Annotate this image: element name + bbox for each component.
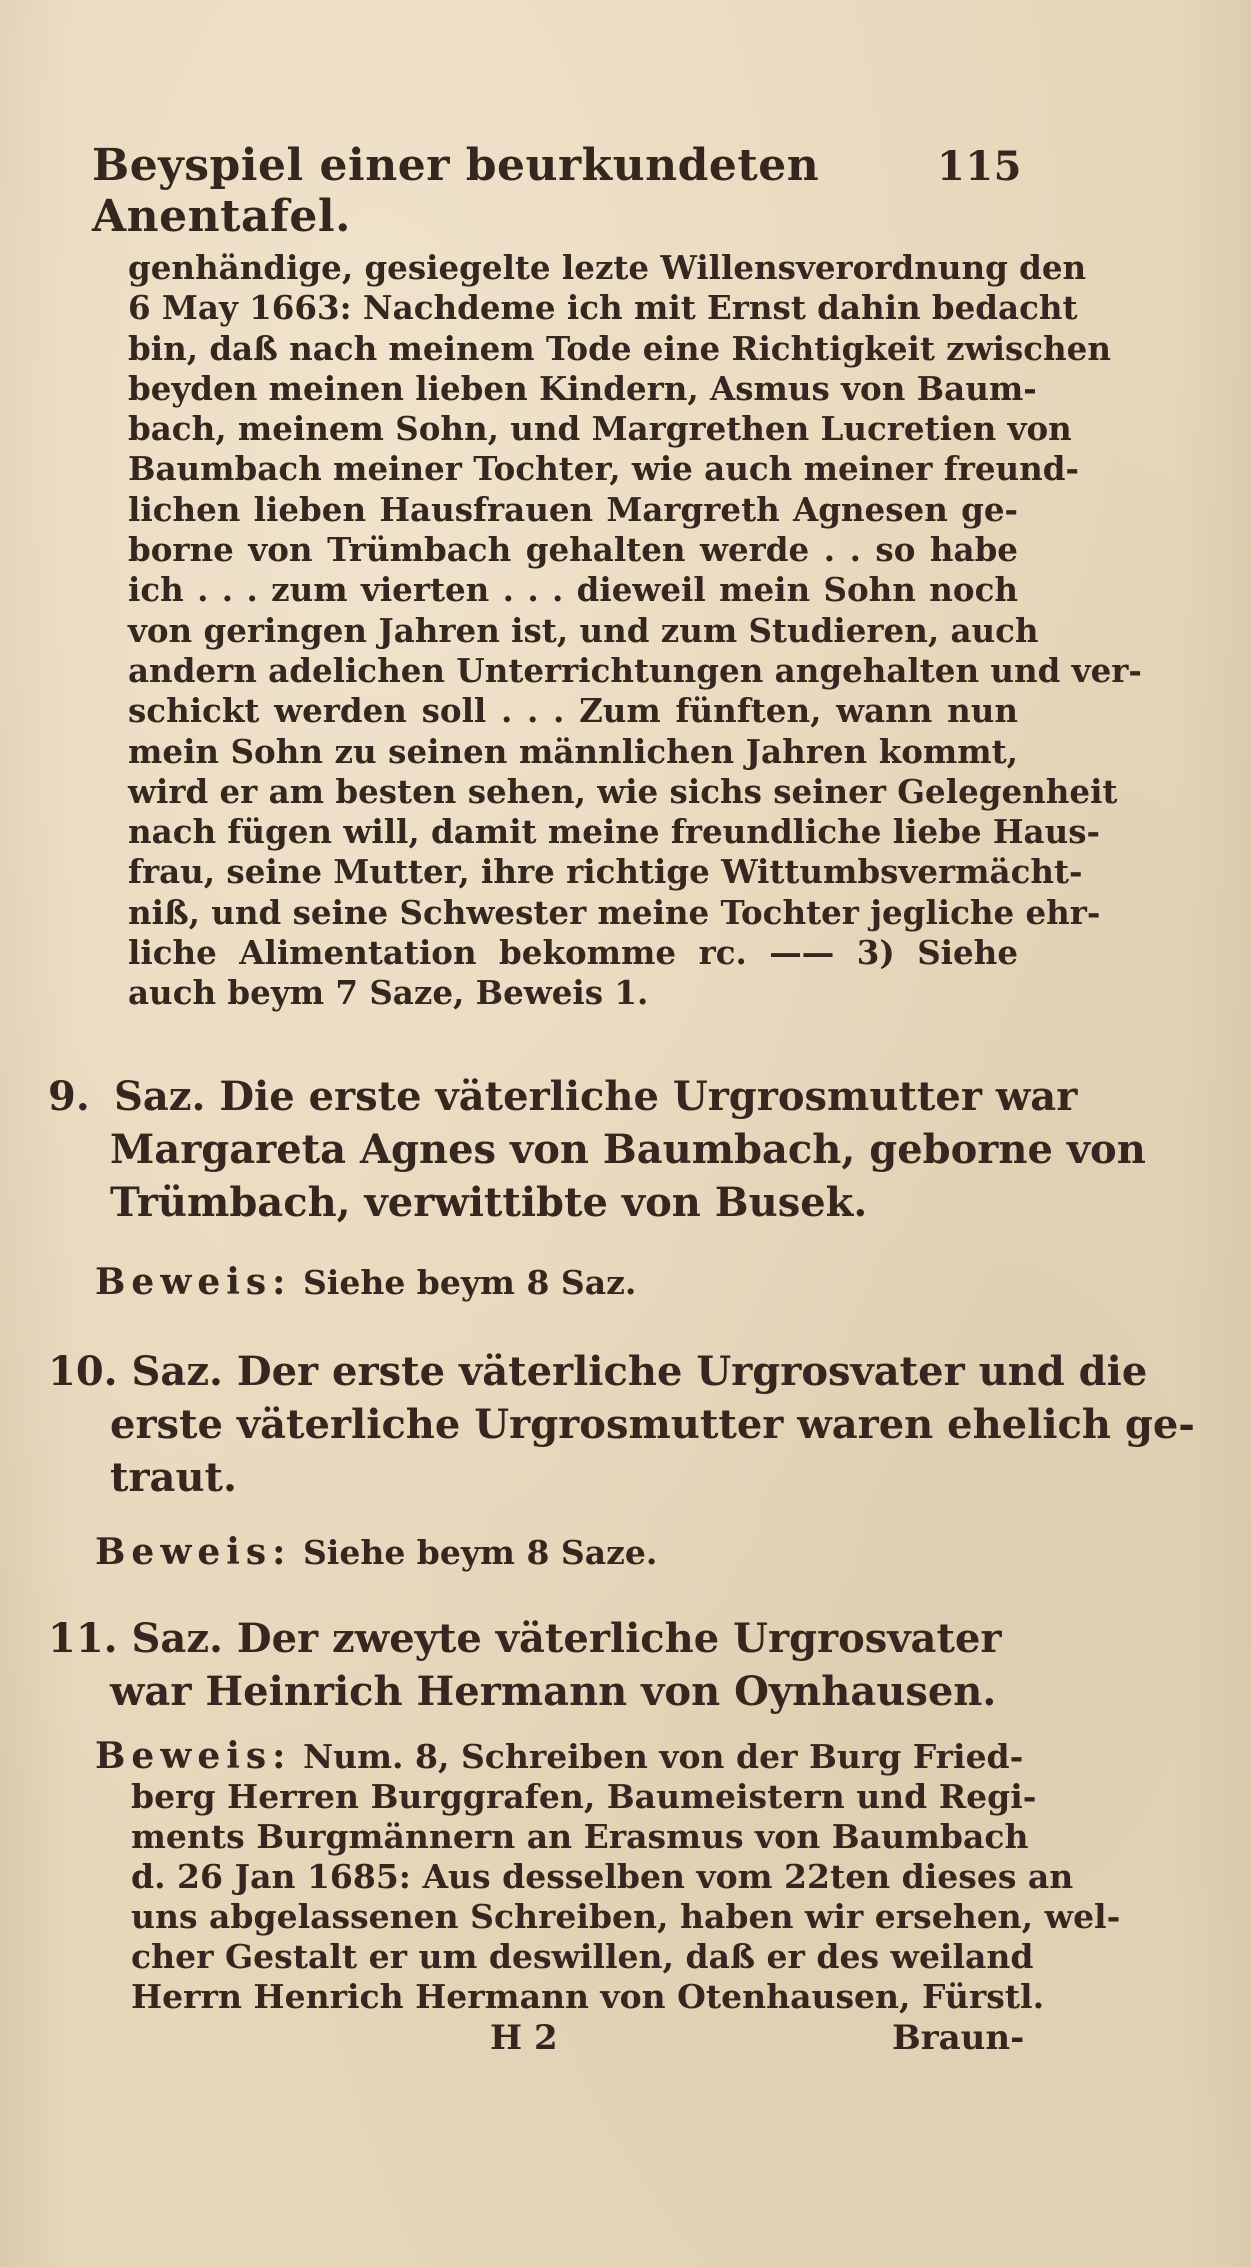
text-line: beyden meinen lieben Kindern, Asmus von Baum- (128, 368, 1037, 408)
proof-text: Num. 8, Schreiben von der Burg Fried- (302, 1737, 1024, 1776)
proposition-number: 10. (48, 1348, 118, 1395)
text-line: nach fügen will, damit meine freundliche liebe Haus- (128, 812, 1101, 852)
proposition-9 (48, 1070, 1146, 1229)
text-line: borne von Trümbach gehalten werde . . so habe (128, 530, 1018, 570)
text-line: wird er am besten sehen, wie sichs seiner Gelegenheit (128, 771, 1118, 811)
proposition-10 (48, 1345, 1195, 1504)
proof-text: berg Herren Burggrafen, Baumeistern und Regi- (131, 1777, 1037, 1816)
page-footer (0, 2018, 1251, 2068)
text-line: mein Sohn zu seinen männlichen Jahren kommt, (128, 731, 1018, 771)
proof-label: Beweis: (95, 1735, 292, 1777)
proof-text: Siehe beym 8 Saze. (302, 1533, 658, 1572)
proposition-text: Der zweyte väterliche Urgrosvater (236, 1615, 1002, 1662)
proposition-text: war Heinrich Hermann von Oynhausen. (110, 1668, 997, 1715)
proposition-text: erste väterliche Urgrosmutter waren ehelich ge- (110, 1401, 1195, 1448)
text-line: schickt werden soll . . . Zum fünften, wann nun (128, 691, 1018, 731)
text-line: frau, seine Mutter, ihre richtige Wittumbsvermächt- (128, 852, 1083, 892)
proposition-label: Saz. (131, 1615, 223, 1662)
proof-text: uns abgelassenen Schreiben, haben wir ersehen, wel- (131, 1897, 1121, 1936)
proof-10 (95, 1532, 1025, 1573)
proposition-label: Saz. (131, 1348, 223, 1395)
quoted-testament-text (128, 248, 1142, 1014)
text-line: 6 May 1663: Nachdeme ich mit Ernst dahin bedacht (128, 288, 1078, 328)
running-title: Beyspiel einer beurkundeten Anentafel. (92, 140, 820, 242)
proof-label: Beweis: (95, 1531, 292, 1573)
proof-9 (95, 1262, 1025, 1303)
signature-mark: H 2 (490, 2018, 558, 2058)
proof-text: ments Burgmännern an Erasmus von Baumbach (131, 1817, 1029, 1856)
text-line: Baumbach meiner Tochter, wie auch meiner freund- (128, 449, 1079, 489)
proposition-text: Margareta Agnes von Baumbach, geborne von (110, 1126, 1146, 1173)
proposition-number: 9. (48, 1073, 90, 1120)
text-line: liche Alimentation bekomme rc. —— 3) Siehe (128, 933, 1018, 973)
text-line: bin, daß nach meinem Tode eine Richtigkeit zwischen (128, 328, 1111, 368)
proposition-text: traut. (110, 1454, 237, 1501)
proof-text: cher Gestalt er um deswillen, daß er des weiland (131, 1937, 1034, 1976)
page-number: 115 (937, 143, 1022, 190)
text-line: ich . . . zum vierten . . . dieweil mein Sohn noch (128, 570, 1018, 610)
proposition-text: Der erste väterliche Urgrosvater und die (236, 1348, 1148, 1395)
text-line: genhändige, gesiegelte lezte Willensverordnung den (128, 248, 1087, 287)
proposition-text: Trümbach, verwittibte von Busek. (110, 1179, 868, 1226)
text-line: von geringen Jahren ist, und zum Studieren, auch (128, 610, 1039, 650)
proof-11 (95, 1735, 1121, 2017)
text-line: niß, und seine Schwester meine Tochter jegliche ehr- (128, 892, 1101, 932)
text-line: bach, meinem Sohn, und Margrethen Lucretien von (128, 409, 1072, 449)
running-header (92, 140, 1022, 242)
proposition-text: Die erste väterliche Urgrosmutter war (219, 1073, 1078, 1120)
proof-label: Beweis: (95, 1261, 292, 1303)
proof-text: Herrn Henrich Hermann von Otenhausen, Fürstl. (131, 1977, 1045, 2016)
text-line: lichen lieben Hausfrauen Margreth Agnesen ge- (128, 489, 1018, 529)
proof-text: d. 26 Jan 1685: Aus desselben vom 22ten dieses an (131, 1857, 1074, 1896)
text-line: auch beym 7 Saze, Beweis 1. (128, 973, 649, 1013)
text-line: andern adelichen Unterrichtungen angehalten und ver- (128, 650, 1142, 690)
catchword: Braun- (892, 2018, 1025, 2058)
proposition-number: 11. (48, 1615, 118, 1662)
proof-text: Siehe beym 8 Saz. (302, 1263, 637, 1302)
proposition-11 (48, 1612, 1028, 1718)
proposition-label: Saz. (113, 1073, 206, 1120)
